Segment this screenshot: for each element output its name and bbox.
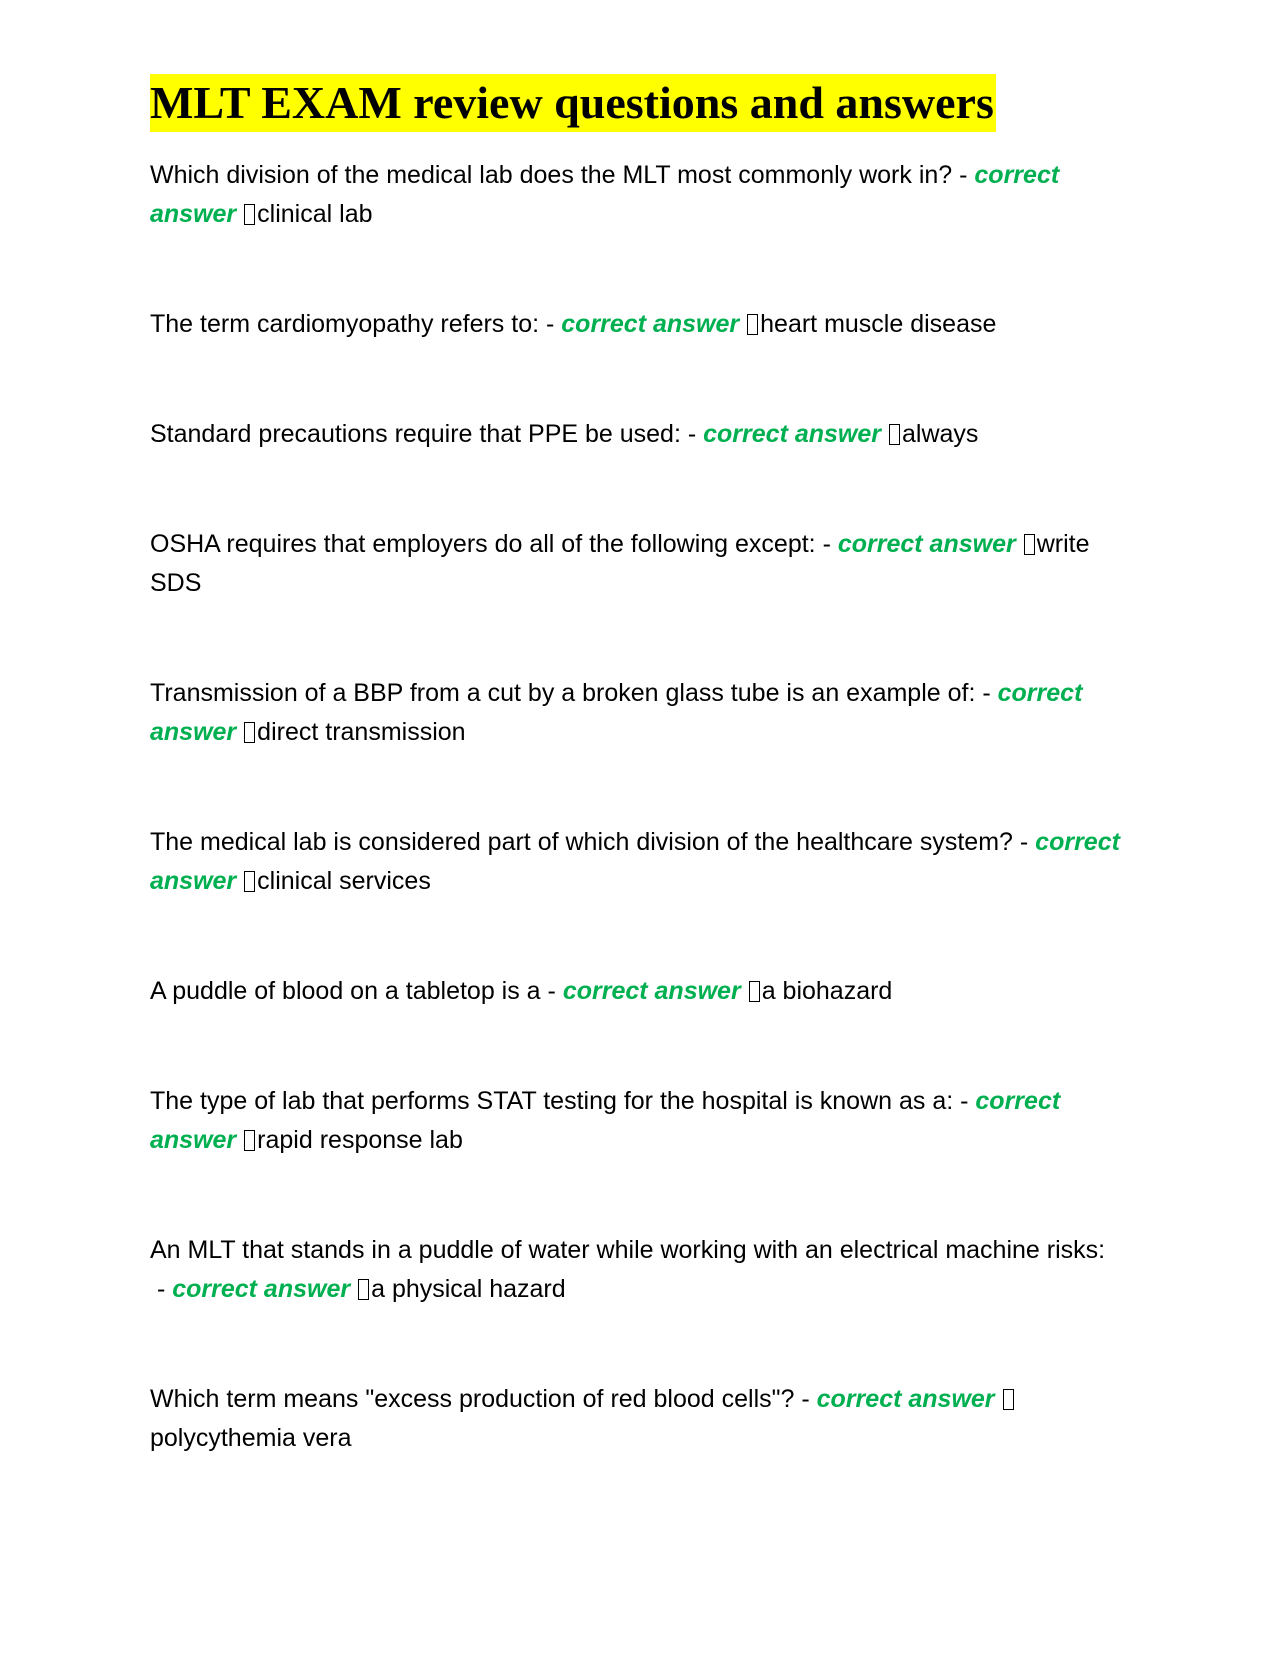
answer-text: clinical services [257, 867, 431, 895]
document-page [150, 74, 1130, 1529]
separator: - [680, 420, 704, 448]
separator: - [540, 977, 563, 1005]
qa-item [150, 1380, 1130, 1458]
qa-item [150, 972, 1130, 1011]
correct-answer-label: correct answer [150, 1087, 1061, 1154]
qa-item [150, 156, 1130, 234]
correct-answer-label: correct answer [150, 161, 1060, 228]
separator: - [815, 530, 838, 558]
answer-text: polycythemia vera [150, 1424, 352, 1452]
missing-glyph-box-icon [1003, 1389, 1014, 1410]
answer-text: rapid response lab [257, 1126, 463, 1154]
question-text: The medical lab is considered part of which division of the healthcare system? [150, 828, 1013, 856]
qa-list [150, 156, 1130, 1458]
missing-glyph-box-icon [244, 1130, 255, 1151]
answer-text: always [902, 420, 979, 448]
missing-glyph-box-icon [358, 1279, 369, 1300]
separator: - [952, 161, 975, 189]
qa-item [150, 305, 1130, 344]
qa-item [150, 823, 1130, 901]
qa-item [150, 415, 1130, 454]
question-text: A puddle of blood on a tabletop is a [150, 977, 541, 1005]
qa-item [150, 1231, 1130, 1309]
question-text: Which term means "excess production of red blood cells"? [150, 1385, 795, 1413]
answer-text: heart muscle disease [760, 310, 997, 338]
qa-item [150, 1082, 1130, 1160]
question-text: Standard precautions require that PPE be used: [150, 420, 681, 448]
missing-glyph-box-icon [747, 314, 758, 335]
correct-answer-label: correct answer [150, 679, 1083, 746]
correct-answer-label: correct answer [703, 420, 881, 448]
answer-text: direct transmission [257, 718, 466, 746]
question-text: Which division of the medical lab does the MLT most commonly work in? [150, 161, 953, 189]
separator: - [975, 679, 998, 707]
correct-answer-label: correct answer [150, 828, 1120, 895]
question-text: The term cardiomyopathy refers to: [150, 310, 540, 338]
answer-text: a physical hazard [371, 1275, 566, 1303]
separator: - [1012, 828, 1036, 856]
answer-text: clinical lab [257, 200, 373, 228]
missing-glyph-box-icon [1024, 534, 1035, 555]
missing-glyph-box-icon [244, 722, 255, 743]
separator: - [539, 310, 562, 338]
correct-answer-label: correct answer [562, 977, 741, 1005]
missing-glyph-box-icon [749, 981, 760, 1002]
answer-text: a biohazard [761, 977, 893, 1005]
question-text: An MLT that stands in a puddle of water while working with an electrical machine risks: [150, 1236, 1106, 1264]
separator: - [150, 1275, 173, 1303]
qa-item [150, 674, 1130, 752]
question-text: OSHA requires that employers do all of the following except: [150, 530, 816, 558]
question-text: The type of lab that performs STAT testing for the hospital is known as a: [150, 1087, 954, 1115]
missing-glyph-box-icon [244, 204, 255, 225]
separator: - [953, 1087, 976, 1115]
answer-text: write SDS [150, 530, 1090, 597]
missing-glyph-box-icon [889, 424, 900, 445]
document-title: MLT EXAM review questions and answers [150, 74, 996, 132]
question-text: Transmission of a BBP from a cut by a broken glass tube is an example of: [150, 679, 976, 707]
missing-glyph-box-icon [244, 871, 255, 892]
separator: - [794, 1385, 817, 1413]
correct-answer-label: correct answer [561, 310, 740, 338]
correct-answer-label: correct answer [172, 1275, 351, 1303]
correct-answer-label: correct answer [816, 1385, 995, 1413]
qa-item [150, 525, 1130, 603]
correct-answer-label: correct answer [837, 530, 1016, 558]
